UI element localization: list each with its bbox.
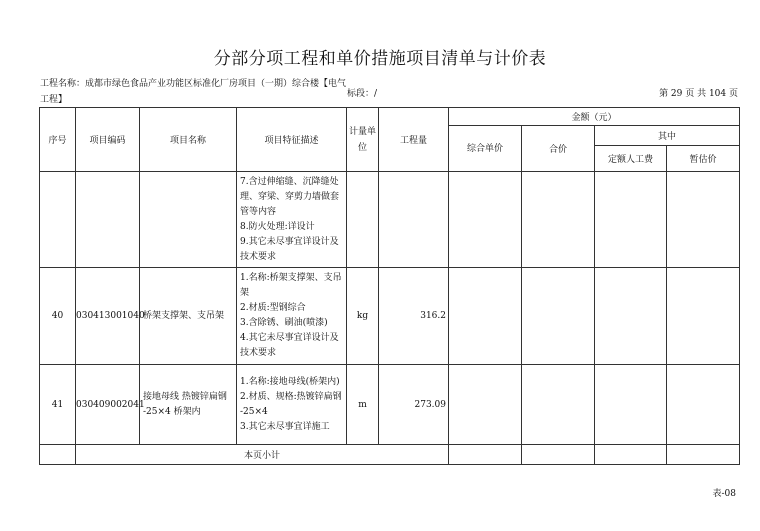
row-unit (347, 172, 379, 268)
pricing-table (39, 107, 740, 465)
row-desc-line: 1.名称:桥架支撑架、支吊架 (240, 273, 342, 298)
col-header-no: 序号 (40, 108, 76, 172)
form-number: 表-08 (712, 489, 736, 499)
row-name: 桥架支撑架、支吊架 (140, 268, 237, 365)
col-header-labor: 定额人工费 (595, 146, 667, 172)
project-name: 工程名称：成都市绿色食品产业功能区标准化厂房项目（一期）综合楼【电气工程】 (40, 79, 347, 105)
table-body (40, 172, 740, 445)
row-total (522, 172, 595, 268)
row-labor (595, 268, 667, 365)
table-row (40, 365, 740, 445)
row-code: 030409002041 (76, 365, 140, 445)
row-desc-line: 2.材质:型钢综合 (240, 303, 306, 313)
row-desc-line: 3.其它未尽事宜详施工 (240, 421, 330, 432)
page-info: 第 29 页 共 104 页 (659, 89, 738, 99)
row-desc (237, 365, 347, 445)
row-estimate (667, 268, 740, 365)
row-labor (595, 365, 667, 445)
row-code: 030413001040 (76, 268, 140, 365)
row-desc (237, 268, 347, 365)
col-header-code: 项目编码 (76, 108, 140, 172)
row-code (76, 172, 140, 268)
col-header-name: 项目名称 (140, 108, 237, 172)
col-header-qty: 工程量 (379, 108, 449, 172)
row-total (522, 365, 595, 445)
subtotal-label: 本页小计 (76, 445, 449, 465)
row-desc-line: 4.其它未尽事宜详设计及技术要求 (240, 333, 339, 358)
col-header-desc: 项目特征描述 (237, 108, 347, 172)
table-row (40, 172, 740, 268)
row-unit-price (449, 268, 522, 365)
row-estimate (667, 365, 740, 445)
row-name: 接地母线 热镀锌扁钢 -25×4 桥架内 (140, 365, 237, 445)
section-label: 标段：/ (347, 89, 378, 99)
table-row (40, 268, 740, 365)
row-desc-line: 2.材质、规格:热镀锌扁钢 -25×4 (240, 391, 342, 417)
col-header-amount: 金额（元） (449, 108, 740, 126)
row-desc-line: 7.含过伸缩缝、沉降缝处理、穿梁、穿剪力墙做套管等内容 (240, 176, 340, 217)
row-desc-line: 1.名称:接地母线(桥架内) (240, 376, 340, 387)
page-title: 分部分项工程和单价措施项目清单与计价表 (213, 49, 547, 69)
row-unit-price (449, 172, 522, 268)
row-unit: m (347, 365, 379, 445)
row-no: 41 (40, 365, 76, 445)
row-desc-line: 8.防火处理:详设计 (240, 221, 315, 232)
row-estimate (667, 172, 740, 268)
row-no: 40 (40, 268, 76, 365)
row-labor (595, 172, 667, 268)
row-name (140, 172, 237, 268)
row-qty: 273.09 (379, 365, 449, 445)
row-qty (379, 172, 449, 268)
row-desc (237, 172, 347, 268)
row-total (522, 268, 595, 365)
row-desc-line: 3.含除锈、刷油(喷漆) (240, 318, 328, 328)
col-header-unit: 计量单位 (347, 108, 379, 172)
row-unit-price (449, 365, 522, 445)
col-header-of-which: 其中 (595, 126, 740, 146)
row-no (40, 172, 76, 268)
row-desc-line: 9.其它未尽事宜详设计及技术要求 (240, 236, 339, 262)
row-qty: 316.2 (379, 268, 449, 365)
col-header-estimate: 暂估价 (667, 146, 740, 172)
row-unit: kg (347, 268, 379, 365)
col-header-total: 合价 (522, 126, 595, 172)
col-header-unit-price: 综合单价 (449, 126, 522, 172)
